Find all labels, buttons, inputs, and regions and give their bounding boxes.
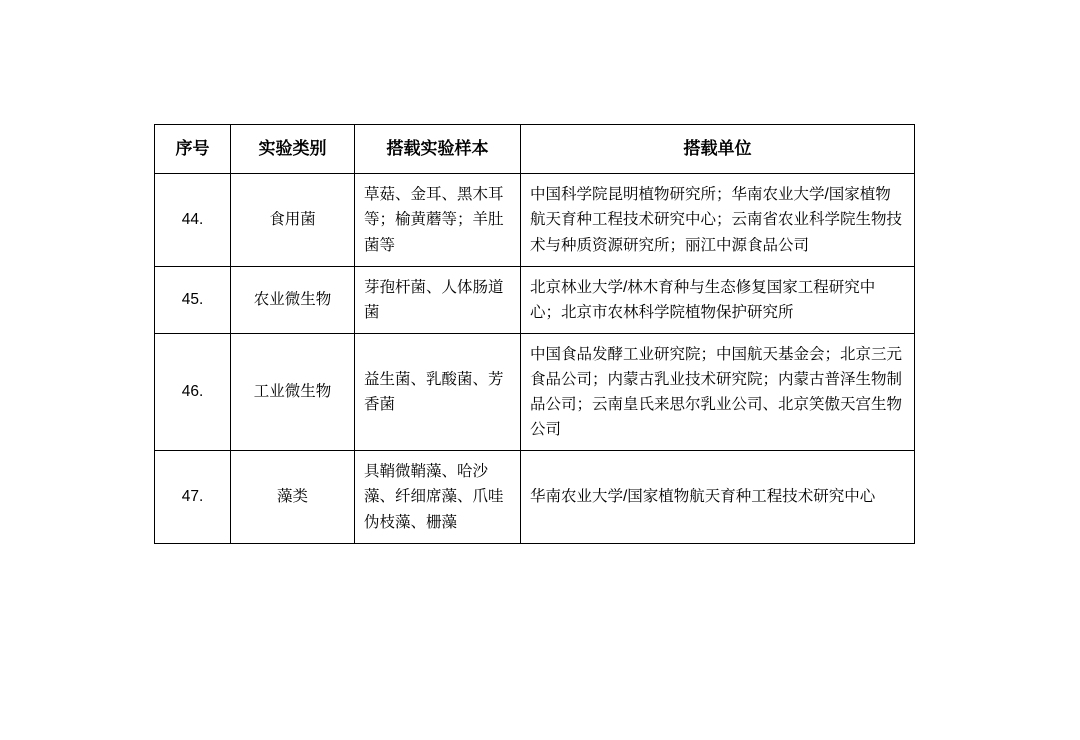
- cell-category: [231, 174, 355, 266]
- cell-number: [155, 451, 231, 543]
- cell-unit: [521, 266, 915, 333]
- table-container: [154, 124, 914, 544]
- cell-number-text: 47.: [181, 487, 204, 505]
- cell-unit-text: 中国食品发酵工业研究院；中国航天基金会；北京三元食品公司；内蒙古乳业技术研究院；内蒙古普泽生物制品公司；云南皇氏来思尔乳业公司、北京笑傲天宫生物公司: [530, 345, 903, 439]
- cell-sample: [355, 451, 521, 543]
- cell-category: [231, 451, 355, 543]
- table-row: [155, 333, 915, 450]
- cell-category: [231, 266, 355, 333]
- table-row: [155, 174, 915, 266]
- cell-sample: [355, 266, 521, 333]
- cell-unit-text: 华南农业大学/国家植物航天育种工程技术研究中心: [530, 488, 876, 506]
- cell-sample-text: 具鞘微鞘藻、哈沙藻、纤细席藻、爪哇伪枝藻、栅藻: [364, 463, 504, 531]
- cell-category-text: 食用菌: [269, 211, 316, 228]
- cell-number: [155, 174, 231, 266]
- column-header-sample: 搭载实验样本: [355, 125, 521, 174]
- cell-number: [155, 266, 231, 333]
- cell-unit: [521, 333, 915, 450]
- cell-number: [155, 333, 231, 450]
- cell-sample: [355, 333, 521, 450]
- table-header-row: [155, 125, 915, 174]
- cell-category: [231, 333, 355, 450]
- cell-number-text: 45.: [181, 290, 204, 308]
- experiment-sample-table: [154, 124, 915, 544]
- table-row: [155, 451, 915, 543]
- cell-category-text: 工业微生物: [253, 383, 332, 401]
- cell-sample-text: 草菇、金耳、黑木耳等；榆黄蘑等；羊肚菌等: [364, 186, 504, 254]
- cell-sample: [355, 174, 521, 266]
- column-header-category: 实验类别: [231, 125, 355, 174]
- cell-sample-text: 芽孢杆菌、人体肠道菌: [364, 278, 504, 321]
- cell-category-text: 藻类: [276, 487, 308, 505]
- cell-unit: [521, 174, 915, 266]
- cell-category-text: 农业微生物: [253, 290, 332, 308]
- cell-number-text: 46.: [181, 383, 204, 401]
- cell-sample-text: 益生菌、乳酸菌、芳香菌: [364, 371, 504, 414]
- column-header-unit: 搭载单位: [521, 125, 915, 174]
- cell-number-text: 44.: [181, 211, 204, 228]
- cell-unit: [521, 451, 915, 543]
- cell-unit-text: 北京林业大学/林木育种与生态修复国家工程研究中心；北京市农林科学院植物保护研究所: [530, 278, 876, 321]
- column-header-number: 序号: [155, 125, 231, 174]
- cell-unit-text: 中国科学院昆明植物研究所；华南农业大学/国家植物航天育种工程技术研究中心；云南省农业科学院生物技术与种质资源研究所；丽江中源食品公司: [530, 186, 903, 254]
- table-row: [155, 266, 915, 333]
